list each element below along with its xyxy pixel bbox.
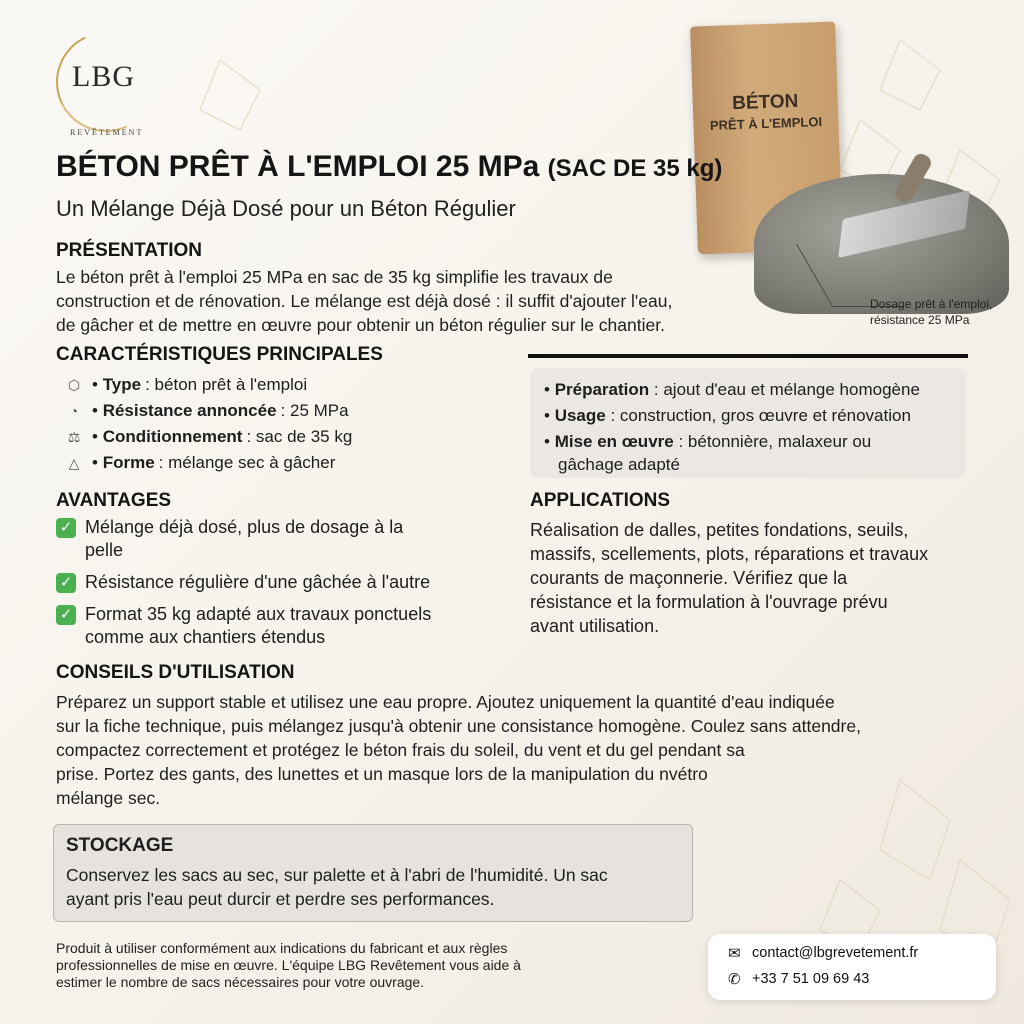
advantage-item [56,516,476,562]
applications-line: massifs, scellements, plots, réparations et travaux [530,544,929,564]
page-subtitle: Un Mélange Déjà Dosé pour un Béton Régulier [56,196,516,221]
storage-line: ayant pris l'eau peut durcir et perdre ses performances. [66,889,495,909]
storage-box [53,824,693,922]
usage-item-continuation: gâchage adapté [558,455,680,474]
presentation-line: de gâcher et de mettre en œuvre pour obtenir un béton régulier sur le chantier. [56,315,665,335]
characteristics-list [56,372,352,476]
characteristic-item: ◔ • Résistance annoncée : 25 MPa [56,398,352,424]
applications-line: courants de maçonnerie. Vérifiez que la [530,568,848,588]
applications-text [530,518,928,638]
usage-item: • Usage : construction, gros œuvre et rénovation [544,406,911,425]
usage-label: Préparation [554,380,650,399]
contact-phone-row[interactable] [728,970,869,988]
section-divider [528,354,968,358]
storage-line: Conservez les sacs au sec, sur palette et à l'abri de l'humidité. Un sac [66,865,608,885]
footer-disclaimer [56,940,676,991]
envelope-icon: ✉ [728,945,741,962]
weight-icon: ⚖ [67,428,81,445]
powder-pile-icon: △ [68,454,80,471]
usage-value: : bétonnière, malaxeur ou [678,432,872,451]
bag-label-line2: PRÊT À L'EMPLOI [709,114,823,133]
usage-item: • Mise en œuvre : bétonnière, malaxeur ou [544,432,872,451]
usage-item: • Préparation : ajout d'eau et mélange homogène [544,380,920,399]
usage-info-box [530,368,966,478]
mpa-gauge-icon: ◔ [69,403,79,419]
feature-value: : sac de 35 kg [246,427,353,446]
image-callout: Dosage prêt à l'emploi, résistance 25 MPa [870,297,993,327]
tips-text [56,690,861,810]
logo-text: LBG [72,60,135,93]
feature-label: Forme [102,453,155,472]
brand-logo [56,32,166,137]
page-title [56,150,722,184]
contact-email[interactable]: contact@lbgrevetement.fr [752,945,919,961]
footer-line: estimer le nombre de sacs nécessaires pour votre ouvrage. [56,974,425,990]
tips-heading: CONSEILS D'UTILISATION [56,662,295,683]
contact-card [708,934,996,1000]
applications-line: résistance et la formulation à l'ouvrage prévu [530,592,888,612]
advantage-text: Mélange déjà dosé, plus de dosage à la pelle [85,517,404,560]
presentation-line: construction et de rénovation. Le mélange est déjà dosé : il suffit d'ajouter l'eau, [56,291,673,311]
presentation-heading: PRÉSENTATION [56,240,203,261]
advantage-text: Résistance régulière d'une gâchée à l'autre [85,572,431,592]
feature-label: Conditionnement [102,427,243,446]
advantages-heading: AVANTAGES [56,490,172,511]
contact-email-row[interactable] [728,944,918,962]
applications-line: avant utilisation. [530,616,660,636]
advantage-item [56,603,476,649]
presentation-text [56,265,672,337]
check-icon: ✓ [56,605,76,625]
storage-heading: STOCKAGE [66,835,174,856]
title-main: BÉTON PRÊT À L'EMPLOI 25 MPa [56,150,540,183]
bag-label-line1: BÉTON [731,90,799,115]
usage-value: : ajout d'eau et mélange homogène [653,380,920,399]
check-icon: ✓ [56,573,76,593]
contact-phone[interactable]: +33 7 51 09 69 43 [752,971,870,987]
applications-line: Réalisation de dalles, petites fondations, seuils, [530,520,909,540]
characteristics-heading: CARACTÉRISTIQUES PRINCIPALES [56,344,383,365]
feature-label: Résistance annoncée [102,401,277,420]
footer-line: professionnelles de mise en œuvre. L'équipe LBG Revêtement vous aide à [56,957,521,973]
phone-icon: ✆ [728,971,741,988]
tips-line: compactez correctement et protégez le béton frais du soleil, du vent et du gel pendant sa [56,740,745,760]
logo-tagline: REVÊTEMENT [70,128,144,137]
check-icon: ✓ [56,518,76,538]
usage-label: Mise en œuvre [554,432,674,451]
characteristic-item: ⬡ • Type : béton prêt à l'emploi [56,372,352,398]
footer-line: Produit à utiliser conformément aux indications du fabricant et aux règles [56,940,508,956]
feature-value: : 25 MPa [280,401,349,420]
usage-value: : construction, gros œuvre et rénovation [610,406,911,425]
storage-text [66,863,686,911]
feature-value: : mélange sec à gâcher [158,453,336,472]
tips-line: sur la fiche technique, puis mélangez jusqu'à obtenir une consistance homogène. Coulez sans attendre, [56,716,861,736]
applications-heading: APPLICATIONS [530,490,671,511]
advantage-text: Format 35 kg adapté aux travaux ponctuels comme aux chantiers étendus [85,604,432,647]
tips-line: Préparez un support stable et utilisez une eau propre. Ajoutez uniquement la quantité d'eau indiquée [56,692,835,712]
tips-line: mélange sec. [56,788,161,808]
feature-value: : béton prêt à l'emploi [145,375,308,394]
tips-line: prise. Portez des gants, des lunettes et un masque lors de la manipulation du nvétro [56,764,708,784]
feature-label: Type [102,375,142,394]
usage-label: Usage [554,406,606,425]
title-suffix: (SAC DE 35 kg) [547,155,723,182]
advantages-list [56,516,476,658]
bag-icon: ⬡ [67,376,81,393]
characteristic-item: ⚖ • Conditionnement : sac de 35 kg [56,424,352,450]
characteristic-item: △ • Forme : mélange sec à gâcher [56,450,352,476]
presentation-line: Le béton prêt à l'emploi 25 MPa en sac de 35 kg simplifie les travaux de [56,267,613,287]
advantage-item [56,571,476,594]
